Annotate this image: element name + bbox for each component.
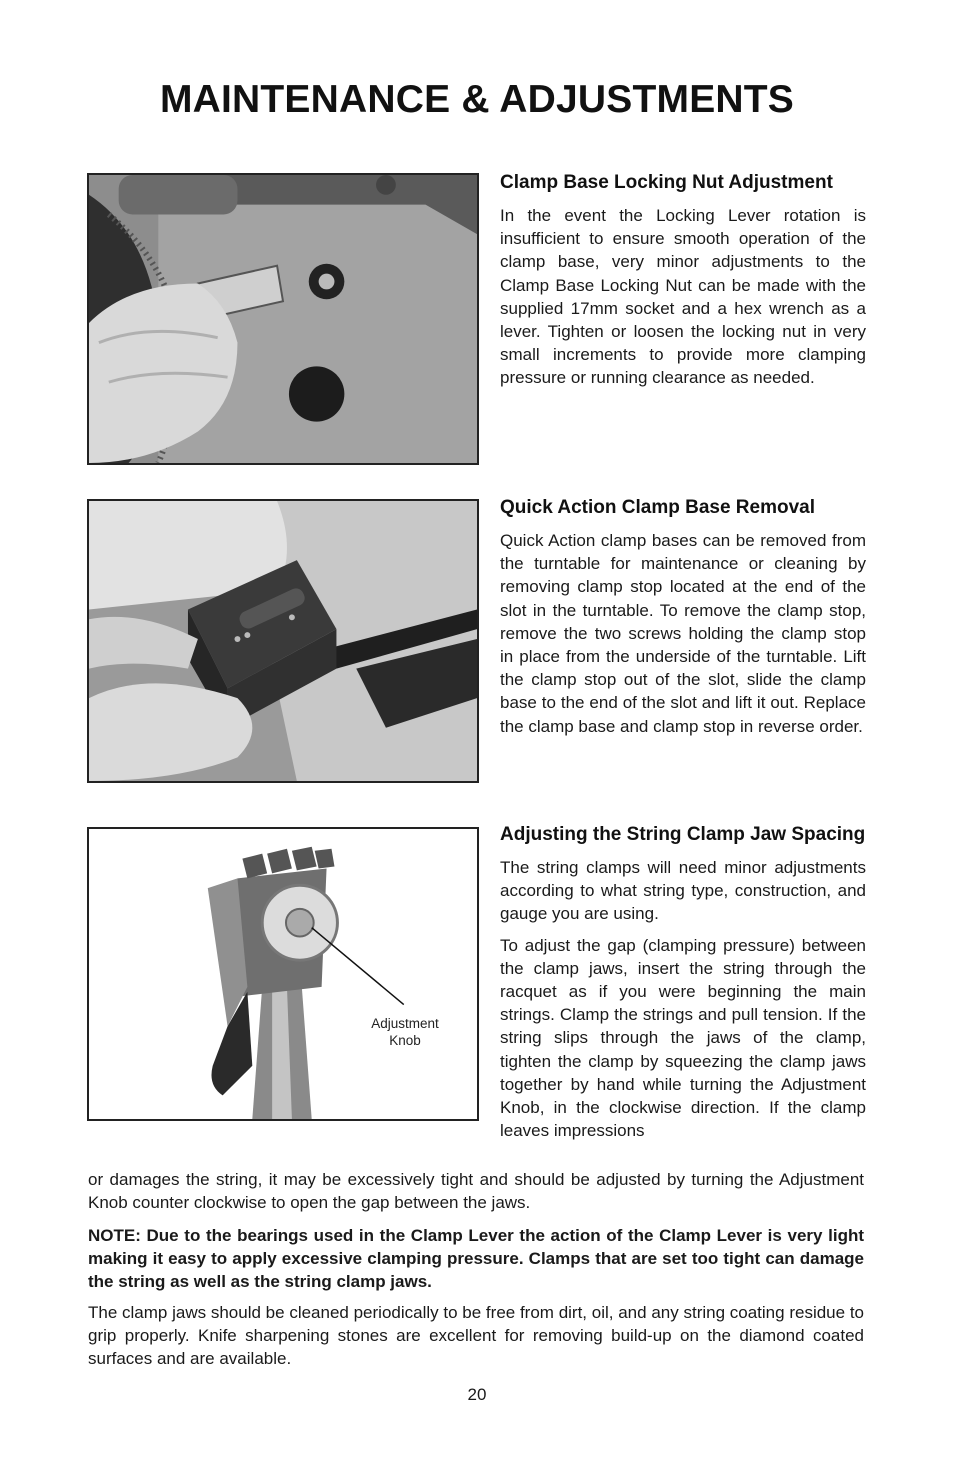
string-clamp-photo-image xyxy=(89,829,477,1119)
clamp-base-removal-photo xyxy=(87,499,479,783)
note-text: NOTE: Due to the bearings used in the Clamp Lever the action of the Clamp Lever is very light making it easy to apply excessive clamping pressure. Clamps that are set too tight can damage the string as well as the string clamp jaws. xyxy=(88,1226,864,1292)
section-heading: Clamp Base Locking Nut Adjustment xyxy=(500,172,833,193)
page-title: MAINTENANCE & ADJUSTMENTS xyxy=(159,78,795,121)
page-number: 20 xyxy=(467,1385,487,1404)
jaw-spacing-continuation: or damages the string, it may be excessively tight and should be adjusted by turning the Adjustment Knob counter clockwise to open the gap between the jaws. xyxy=(88,1170,864,1213)
string-clamp-photo xyxy=(87,827,479,1121)
section-heading: Quick Action Clamp Base Removal xyxy=(500,497,816,518)
callout-label-line1: Adjustment xyxy=(371,1016,439,1031)
section-paragraph: To adjust the gap (clamping pressure) between the clamp jaws, insert the string through the racquet as if you were beginning the main strings. Clamp the strings and pull tension. If the string slips through the jaws of the clamp, tighten the clamp by squeezing the clamp jaws together by hand while turning the Adjustment Knob, in the clockwise direction. If the clamp leaves impressions xyxy=(500,935,866,1141)
locking-nut-photo-image xyxy=(89,175,477,463)
section-paragraph: In the event the Locking Lever rotation is insufficient to ensure smooth operation of the clamp base, very minor adjustments to the Clamp Base Locking Nut can be made with the supplied 17mm socket and a hex wrench as a lever. Tighten or loosen the locking nut in very small increments to provide more clamping pressure or running clearance as needed. xyxy=(500,206,866,388)
section-clamp-base-removal xyxy=(500,495,866,746)
section-paragraph: The string clamps will need minor adjustments according to what string type, construction, and gauge you are using. xyxy=(500,858,866,924)
closing-paragraph: The clamp jaws should be cleaned periodically to be free from dirt, oil, and any string coating residue to grip properly. Knife sharpening stones are excellent for removing build-up on the diamond coated surfaces and are available. xyxy=(88,1303,864,1369)
section-heading: Adjusting the String Clamp Jaw Spacing xyxy=(500,824,866,845)
callout-label-line2: Knob xyxy=(389,1033,421,1048)
section-jaw-spacing xyxy=(500,822,866,1142)
clamp-base-removal-photo-image xyxy=(89,501,477,781)
adjustment-knob-callout xyxy=(362,1015,448,1049)
section-locking-nut xyxy=(500,170,866,398)
section-paragraph: Quick Action clamp bases can be removed from the turntable for maintenance or cleaning by removing clamp stop located at the end of the slot in the turntable. To remove the clamp stop, remove the two screws holding the clamp stop in place from the underside of the turntable. Lift the clamp stop out of the slot, slide the clamp base to the end of the slot and lift it out. Replace the clamp base and clamp stop in reverse order. xyxy=(500,531,866,736)
locking-nut-photo xyxy=(87,173,479,465)
